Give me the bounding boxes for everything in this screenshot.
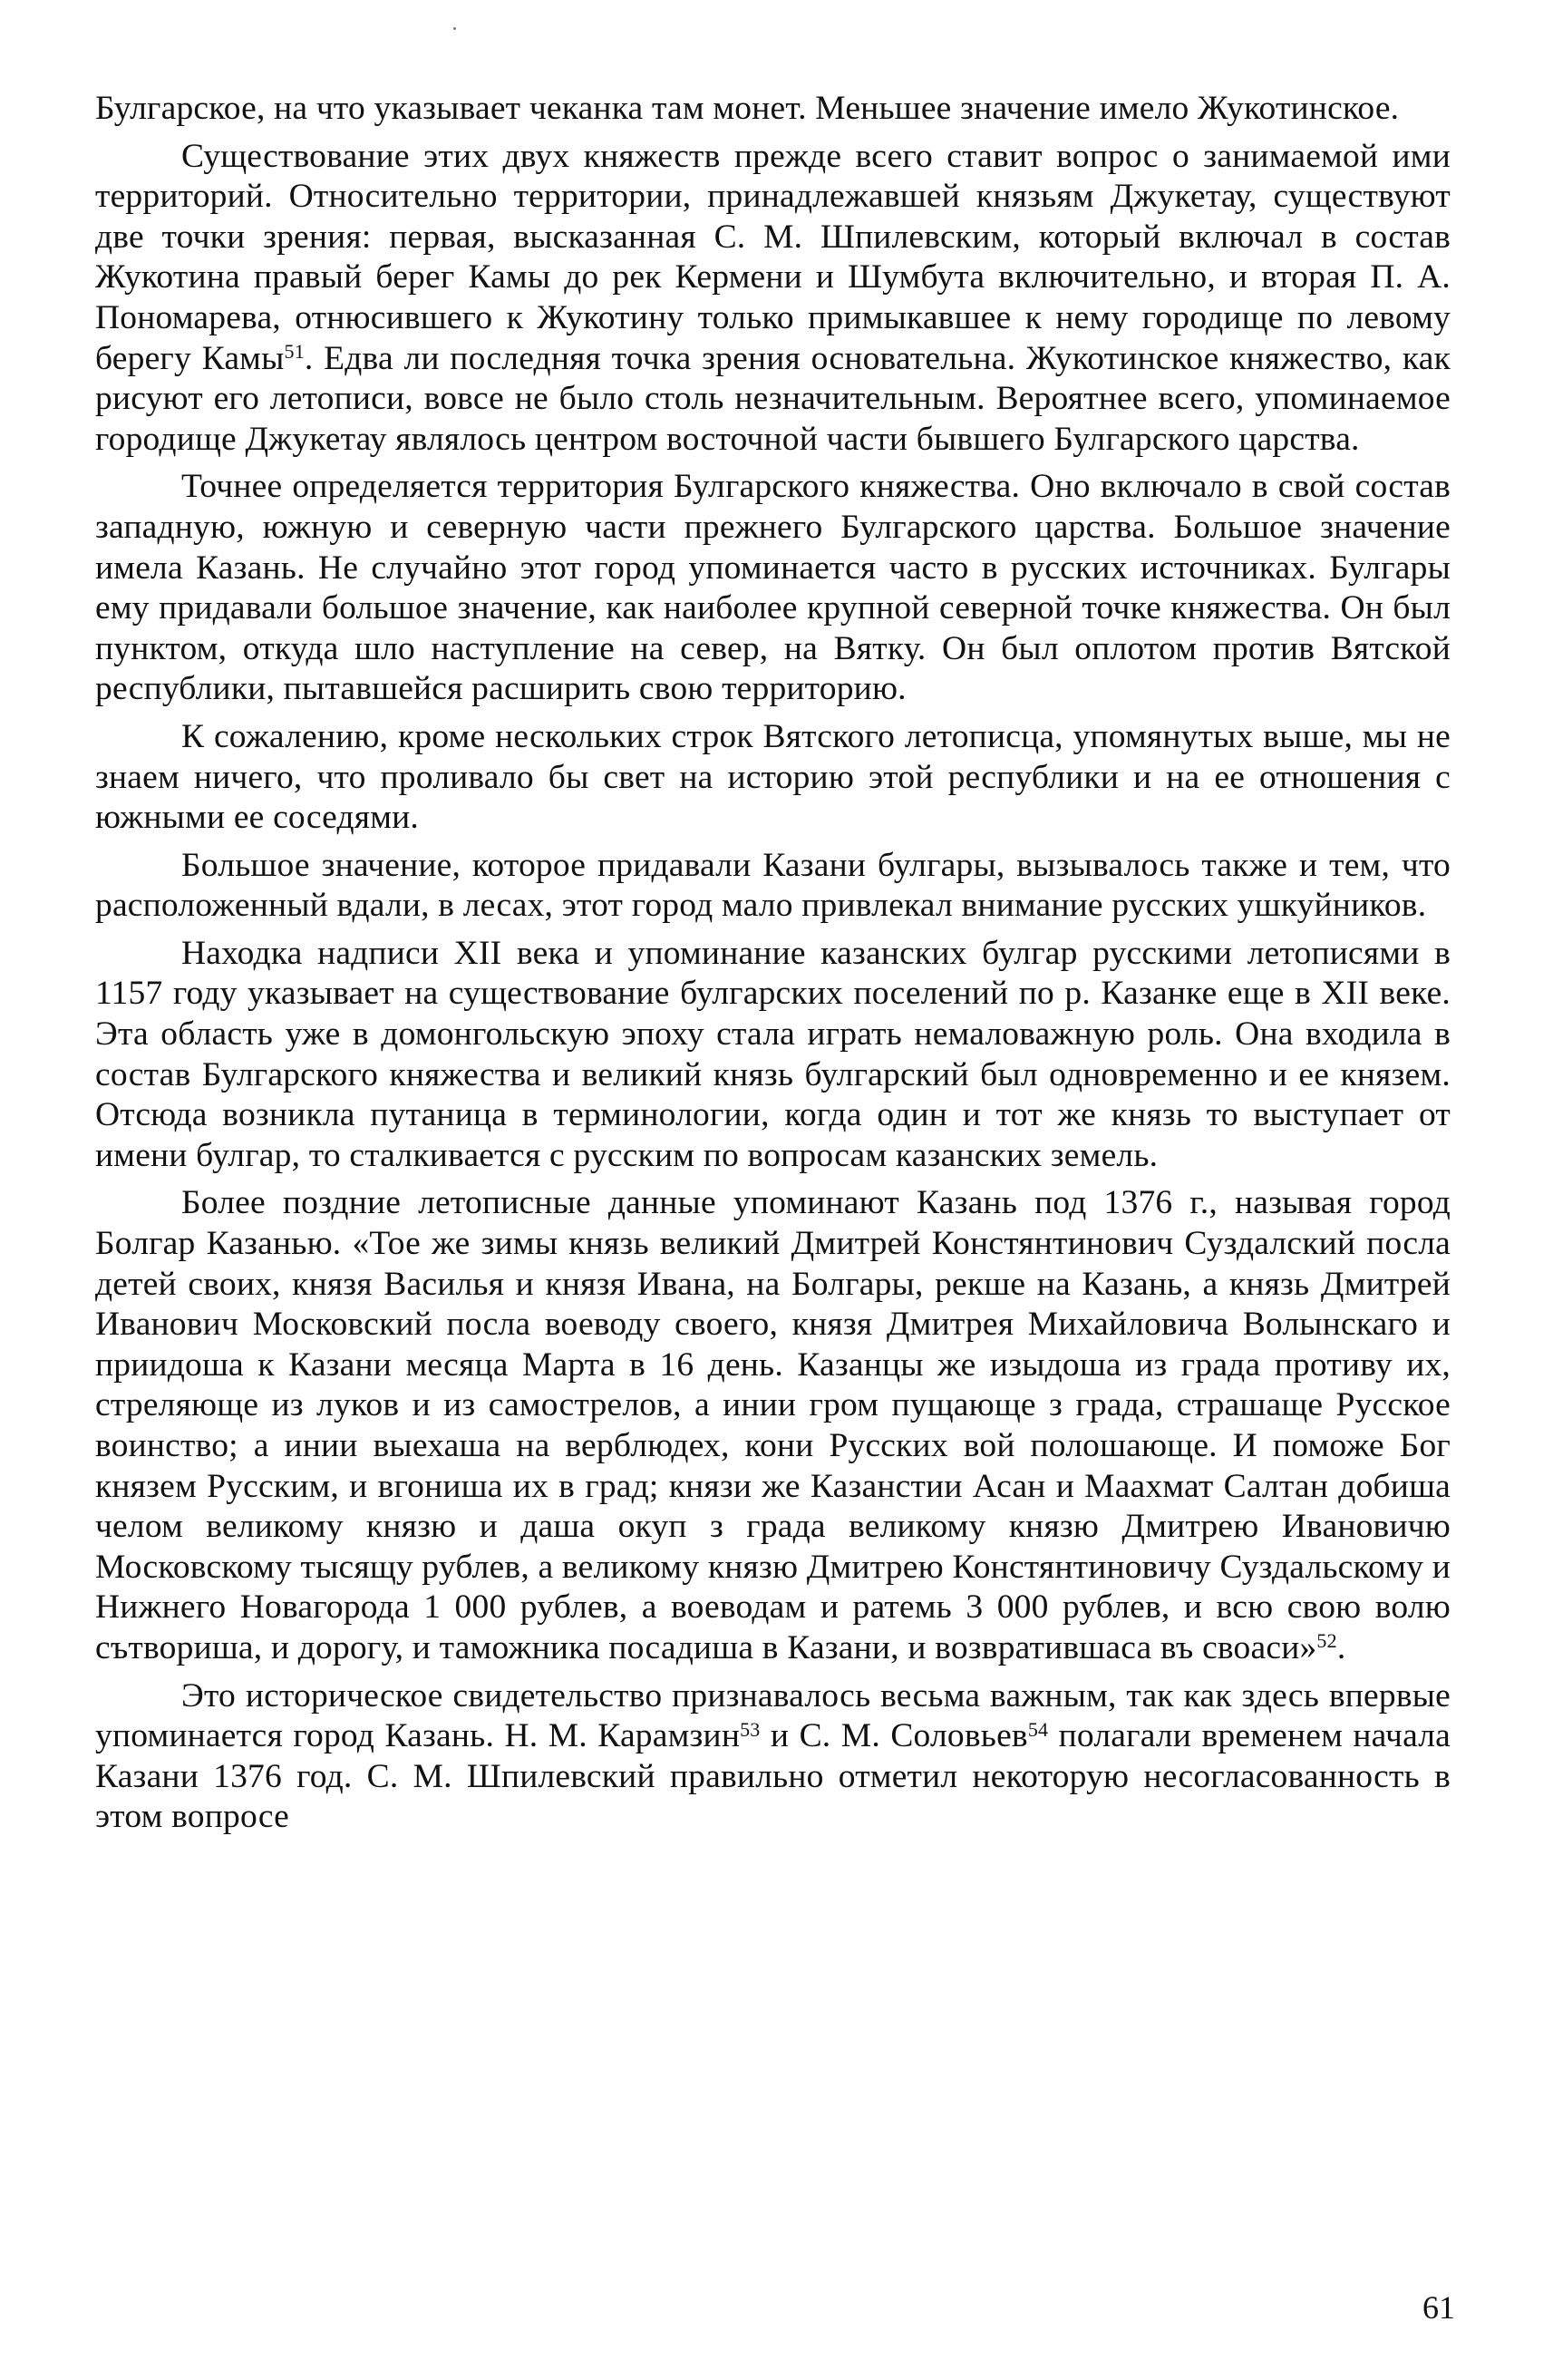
paragraph-text: Большое значение, которое придавали Казани булгары, вызывалось также и тем, что расположенный вдали, в лесах, этот город мало привлекал внимание русских ушкуйников. (95, 846, 1451, 925)
footnote-ref-54: 54 (1027, 1717, 1049, 1741)
paragraph-6 (95, 1183, 1451, 1668)
paragraph-text: . (1336, 1628, 1346, 1666)
paragraph-2 (95, 467, 1451, 710)
paragraph-text: Это историческое свидетельство признавалось весьма важным, так как здесь впервые упоминается город Казань. Н. М. Карамзин (95, 1676, 1451, 1755)
body-text (95, 89, 1451, 1838)
paragraph-0 (95, 89, 1451, 130)
footnote-ref-51: 51 (284, 340, 305, 364)
paragraph-text: Существование этих двух княжеств прежде всего ставит вопрос о занимаемой ими территорий. Относительно территории, принадлежавшей князьям Джукетау, существуют две точки зрения: первая, высказанная С. М. Шпилевским, который включал в состав Жукотина правый берег Камы до рек Кермени и Шумбута включительно, и вторая П. А. Пономарева, отнюсившего к Жукотину только примыкавшее к нему городище по левому берегу Камы (95, 137, 1451, 377)
paragraph-text: полагали временем начала Казани 1376 год. С. М. Шпилевский правильно отметил некоторую несогласованность в этом вопросе (95, 1717, 1451, 1836)
footnote-ref-52: 52 (1316, 1629, 1337, 1653)
paragraph-text: Точнее определяется территория Булгарского княжества. Оно включало в свой состав западную, южную и северную части прежнего Булгарского царства. Большое значение имела Казань. Не случайно этот город упоминается часто в русских источниках. Булгары ему придавали большое значение, как наиболее крупной северной точке княжества. Он был пунктом, откуда шло наступление на север, на Вятку. Он был оплотом против Вятской республики, пытавшейся расширить свою территорию. (95, 468, 1451, 708)
stray-ink-mark (453, 27, 456, 30)
paragraph-text: и С. М. Соловьев (760, 1717, 1028, 1755)
paragraph-text: . Едва ли последняя точка зрения основательна. Жукотинское княжество, как рисуют его летописи, вовсе не было столь незначительным. Вероятнее всего, упоминаемое городище Джукетау являлось центром восточной части бывшего Булгарского царства. (95, 339, 1451, 458)
paragraph-7 (95, 1676, 1451, 1838)
paragraph-5 (95, 934, 1451, 1177)
paragraph-4 (95, 846, 1451, 927)
page-number: 61 (1422, 2289, 1455, 2326)
paragraph-text: К сожалению, кроме нескольких строк Вятского летописца, упомянутых выше, мы не знаем ничего, что проливало бы свет на историю этой республики и на ее отношения с южными ее соседями. (95, 717, 1451, 837)
paragraph-text: Находка надписи XII века и упоминание казанских булгар русскими летописями в 1157 году указывает на существование булгарских поселений по р. Казанке еще в XII веке. Эта область уже в домонгольскую эпоху стала играть немаловажную роль. Она входила в состав Булгарского княжества и великий князь булгарский был одновременно и ее князем. Отсюда возникла путаница в терминологии, когда один и тот же князь то выступает от имени булгар, то сталкивается с русским по вопросам казанских земель. (95, 934, 1451, 1174)
paragraph-1 (95, 137, 1451, 461)
paragraph-3 (95, 717, 1451, 839)
paragraph-text: Более поздние летописные данные упоминают Казань под 1376 г., называя город Болгар Казанью. «Тое же зимы князь великий Дмитрей Констянтинович Суздалский посла детей своих, князя Василья и князя Ивана, на Болгары, рекше на Казань, а князь Дмитрей Иванович Московский посла воеводу своего, князя Дмитрея Михайловича Волынскаго и приидоша к Казани месяца Марта в 16 день. Казанцы же изыдоша из града противу их, стреляюще из луков и из самострелов, а инии гром пущающе з града, страшаще Русское воинство; а инии выехаша на верблюдех, кони Русских вой полошающе. И поможе Бог князем Русским, и вгониша их в град; князи же Казанстии Асан и Маахмат Салтан добиша челом великому князю и даша окуп з града великому князю Дмитрею Ивановичю Московскому тысящу рублев, а великому князю Дмитрею Констянтиновичу Суздальскому и Нижнего Новагорода 1 000 рублев, а воеводам и ратемь 3 000 рублев, и всю свою волю сътвориша, и дорогу, и таможника посадиша в Казани, и возвратившаса въ своаси» (95, 1184, 1451, 1666)
paragraph-text: Булгарское, на что указывает чеканка там монет. Меньшее значение имело Жукотинское. (95, 90, 1400, 127)
footnote-ref-53: 53 (740, 1717, 761, 1741)
